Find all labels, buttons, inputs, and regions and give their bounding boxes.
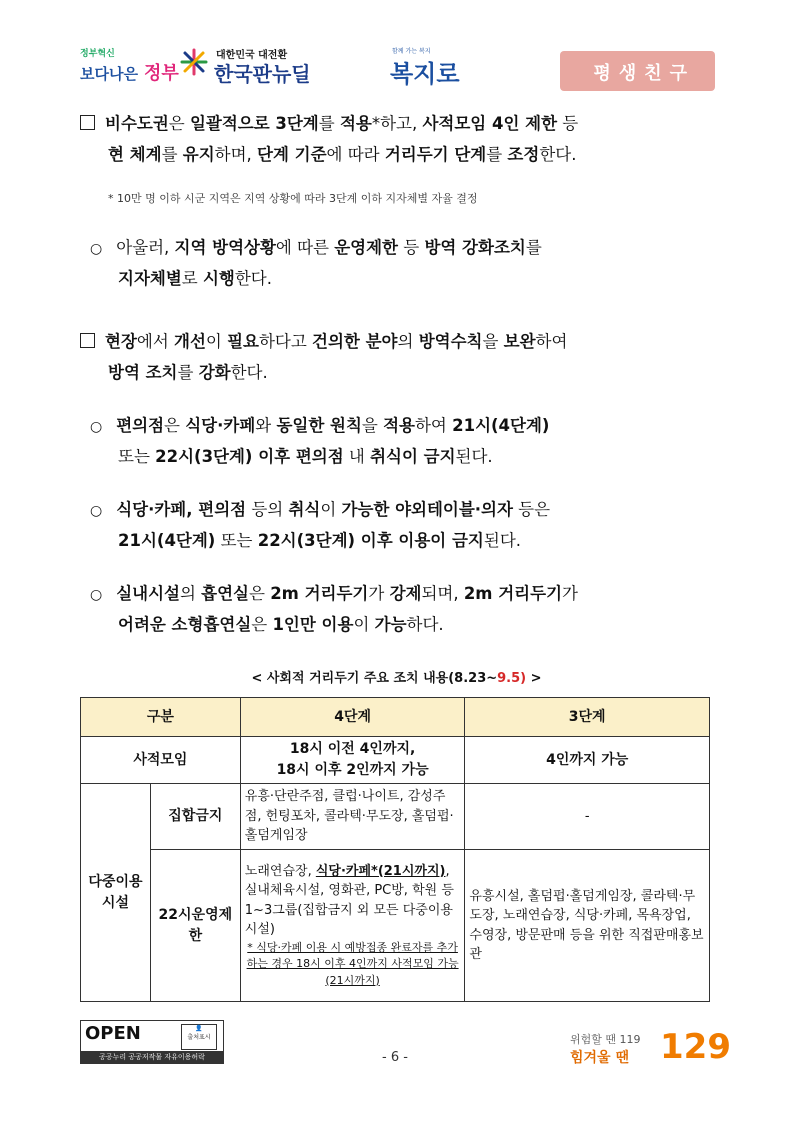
text-segment: 등 bbox=[557, 114, 579, 133]
text-segment: 을 bbox=[361, 416, 384, 435]
text-segment: 복지로 bbox=[390, 60, 460, 88]
circle-bullet-icon: ○ bbox=[90, 419, 103, 435]
text-segment: 공공누리 공공저작물 자유이용허락 bbox=[81, 1051, 223, 1063]
text-segment: 아울러, bbox=[116, 238, 175, 257]
text-segment: 가능 bbox=[374, 615, 407, 635]
text-segment: 1인만 이용 bbox=[272, 615, 354, 635]
bokjiro-logo bbox=[386, 44, 466, 88]
text-segment: 강제 bbox=[389, 584, 422, 603]
text-segment: 4단계 bbox=[240, 698, 465, 737]
text-segment: 로 bbox=[181, 269, 203, 289]
text-segment: 되며, bbox=[421, 584, 464, 603]
kogl-open-license bbox=[80, 1020, 224, 1064]
text-segment: 21시(4단계) bbox=[118, 531, 216, 551]
text-segment: 동일한 원칙 bbox=[276, 416, 362, 435]
text-segment: 비수도권 bbox=[105, 114, 169, 133]
hotline-129-logo bbox=[560, 1025, 731, 1070]
text-segment: 를 bbox=[161, 145, 183, 165]
paragraph-1 bbox=[80, 108, 720, 171]
text-segment: 어려운 소형흡연실 bbox=[118, 615, 252, 635]
text-segment: 가능한 야외테이블·의자 bbox=[341, 500, 513, 519]
text-segment: 18시 이후 2인까지 가능 bbox=[276, 762, 429, 778]
paragraph-3 bbox=[80, 326, 720, 389]
text-segment: , 실내체육시설, 영화관, PC방, 학원 등 1~3그룹(집합금지 외 모든 다중이용시설) bbox=[244, 863, 454, 938]
text-segment: > bbox=[526, 671, 542, 686]
text-segment: 노래연습장, bbox=[244, 863, 316, 879]
text-segment: 등의 bbox=[246, 500, 289, 519]
bullet-outdoor-table bbox=[90, 494, 720, 557]
circle-bullet-icon: ○ bbox=[90, 587, 103, 603]
text-segment: 방역수칙 bbox=[418, 332, 483, 351]
text-segment: 위험할 땐 119 bbox=[570, 1033, 641, 1046]
text-segment: 다중이용시설 bbox=[81, 784, 151, 1002]
text-segment: 4인까지 가능 bbox=[465, 737, 710, 784]
text-segment: 22시(3단계) 이후 편의점 bbox=[155, 447, 344, 467]
text-segment: 하다고 bbox=[258, 332, 313, 351]
text-segment: 를 bbox=[525, 238, 542, 257]
text-segment: 사적모임 4인 제한 bbox=[422, 114, 558, 133]
table-row bbox=[81, 850, 710, 1002]
text-segment: 식당·카페, 편의점 bbox=[116, 500, 247, 519]
text-segment: 일괄적으로 3단계 bbox=[189, 114, 319, 133]
page-number: - 6 - bbox=[382, 1050, 408, 1065]
text-segment: 유흥시설, 홀덤펍·홀덤게임장, 콜라텍·무도장, 노래연습장, 식당·카페, 목욕장업, 수영장, 방문판매 등을 위한 직접판매홍보관 bbox=[465, 850, 710, 1002]
attribution-icon: 👤 출처표시 bbox=[181, 1024, 217, 1050]
text-segment: 적용 bbox=[383, 416, 415, 435]
text-segment: 식당·카페 bbox=[185, 416, 256, 435]
text-segment: 식당·카페*(21시까지) bbox=[315, 863, 446, 879]
text-segment: 대한민국 대전환 bbox=[216, 50, 288, 61]
text-segment: 등은 bbox=[512, 500, 551, 519]
text-segment: 을 bbox=[482, 332, 504, 351]
text-segment: 힘겨울 땐 bbox=[570, 1050, 629, 1066]
paragraph-2 bbox=[90, 232, 720, 295]
text-segment: 이 bbox=[205, 332, 228, 351]
lifelong-friend-badge bbox=[560, 51, 715, 91]
text-segment: 내 bbox=[343, 447, 371, 467]
bullet-convenience-store bbox=[90, 410, 720, 473]
text-segment: 하여 bbox=[414, 416, 453, 435]
text-segment: 를 bbox=[318, 114, 340, 133]
text-segment: 또는 bbox=[118, 447, 156, 467]
text-segment: 개선 bbox=[174, 332, 206, 351]
square-bullet-icon bbox=[80, 115, 95, 130]
text-segment: 평생친구 bbox=[593, 63, 695, 84]
table-caption bbox=[0, 667, 793, 686]
text-segment: 18시 이전 4인까지, bbox=[289, 741, 416, 757]
table-header-row bbox=[81, 698, 710, 737]
text-segment: 사적모임 bbox=[81, 737, 241, 784]
text-segment: 된다. bbox=[455, 447, 493, 467]
text-segment: 와 bbox=[255, 416, 277, 435]
text-segment: 하다. bbox=[406, 615, 444, 635]
bullet-smoking-room bbox=[90, 578, 720, 641]
text-segment: 은 bbox=[164, 416, 186, 435]
text-segment: 를 bbox=[486, 145, 508, 165]
text-segment: 유지 bbox=[182, 145, 215, 165]
text-segment: 한다. bbox=[234, 269, 272, 289]
text-segment: 현 체계 bbox=[108, 145, 162, 165]
text-segment: 등 bbox=[398, 238, 425, 257]
text-segment: 집합금지 bbox=[150, 784, 240, 850]
text-segment: * 식당·카페 이용 시 예방접종 완료자를 추가하는 경우 18시 이후 4인까지 사적모임 가능(21시까지) bbox=[246, 940, 459, 987]
text-segment: 건의한 분야 bbox=[312, 332, 398, 351]
text-segment: 운영제한 bbox=[334, 238, 398, 257]
text-segment: 의 bbox=[397, 332, 419, 351]
square-bullet-icon bbox=[80, 333, 95, 348]
text-segment: 적용 bbox=[339, 114, 372, 133]
text-segment: 흡연실 bbox=[201, 584, 249, 603]
text-segment: 은 bbox=[251, 615, 273, 635]
text-segment: 필요 bbox=[227, 332, 259, 351]
circle-bullet-icon: ○ bbox=[90, 241, 103, 257]
text-segment: 방역 조치 bbox=[108, 363, 178, 383]
text-segment: 또는 bbox=[215, 531, 258, 551]
text-segment: 9.5) bbox=[497, 671, 527, 686]
text-segment: 편의점 bbox=[116, 416, 165, 435]
text-segment: 129 bbox=[660, 1027, 731, 1067]
text-segment: 에 따라 bbox=[326, 145, 385, 165]
text-segment: 를 bbox=[177, 363, 199, 383]
text-segment: 현장 bbox=[105, 332, 137, 351]
text-segment: 정부 bbox=[143, 63, 179, 84]
text-segment: 에 따른 bbox=[275, 238, 335, 257]
new-deal-mark-icon bbox=[180, 48, 208, 76]
text-segment: 하여 bbox=[535, 332, 568, 351]
text-segment: 22시운영제한 bbox=[150, 850, 240, 1002]
text-segment: 22시(3단계) 이후 이용이 금지 bbox=[257, 531, 484, 551]
text-segment: 구분 bbox=[81, 698, 241, 737]
text-segment: 은 bbox=[168, 114, 190, 133]
text-segment: 2m 거리두기 bbox=[463, 584, 563, 603]
text-segment: 조정 bbox=[507, 145, 540, 165]
text-segment: 유흥·단란주점, 클럽·나이트, 감성주점, 헌팅포차, 콜라텍·무도장, 홀덤펍·홀덤게임장 bbox=[240, 784, 465, 850]
text-segment: 된다. bbox=[483, 531, 521, 551]
text-segment: 2m 거리두기 bbox=[270, 584, 369, 603]
text-segment: 한다. bbox=[230, 363, 268, 383]
text-segment: 이 bbox=[353, 615, 375, 635]
text-segment: *하고, bbox=[371, 114, 423, 133]
text-segment: 한다. bbox=[539, 145, 577, 165]
table-row bbox=[81, 737, 710, 784]
text-segment: 방역 강화조치 bbox=[424, 238, 526, 257]
text-segment: 강화 bbox=[198, 363, 231, 383]
table-row bbox=[81, 784, 710, 850]
korean-new-deal-logo bbox=[180, 46, 330, 86]
text-segment: 시행 bbox=[202, 269, 235, 289]
text-segment: 의 bbox=[179, 584, 202, 603]
text-segment: 정부혁신 bbox=[80, 49, 115, 59]
footnote-1: * 10만 명 이하 시군 지역은 지역 상황에 따라 3단계 이하 지자체별 자율 결정 bbox=[108, 192, 478, 205]
text-segment: 함께 가는 복지 bbox=[392, 48, 431, 55]
text-segment: 단계 기준 bbox=[257, 145, 327, 165]
text-segment: 이 bbox=[320, 500, 342, 519]
text-segment: 하며, bbox=[214, 145, 258, 165]
text-segment: 취식이 금지 bbox=[370, 447, 456, 467]
text-segment: 실내시설 bbox=[116, 584, 180, 603]
text-segment: 출처표시 bbox=[187, 1034, 211, 1041]
text-segment: 지자체별 bbox=[118, 269, 182, 289]
text-segment: 21시(4단계) bbox=[452, 416, 550, 435]
text-segment: < 사회적 거리두기 주요 조치 내용(8.23~ bbox=[251, 671, 498, 686]
distancing-measures-table bbox=[80, 697, 710, 1002]
text-segment: 한국판뉴딜 bbox=[214, 62, 311, 86]
text-segment: OPEN bbox=[85, 1023, 141, 1044]
text-segment: 취식 bbox=[288, 500, 321, 519]
govt-innovation-logo bbox=[80, 46, 180, 86]
text-segment: 에서 bbox=[136, 332, 175, 351]
text-segment: - bbox=[465, 784, 710, 850]
text-segment: 지역 방역상황 bbox=[174, 238, 276, 257]
text-segment: 3단계 bbox=[465, 698, 710, 737]
circle-bullet-icon: ○ bbox=[90, 503, 103, 519]
text-segment: 보다나은 bbox=[80, 65, 138, 83]
text-segment: 가 bbox=[562, 584, 578, 603]
text-segment: 은 bbox=[249, 584, 271, 603]
text-segment: 가 bbox=[368, 584, 390, 603]
text-segment: 보완 bbox=[503, 332, 536, 351]
text-segment: 거리두기 단계 bbox=[384, 145, 487, 165]
